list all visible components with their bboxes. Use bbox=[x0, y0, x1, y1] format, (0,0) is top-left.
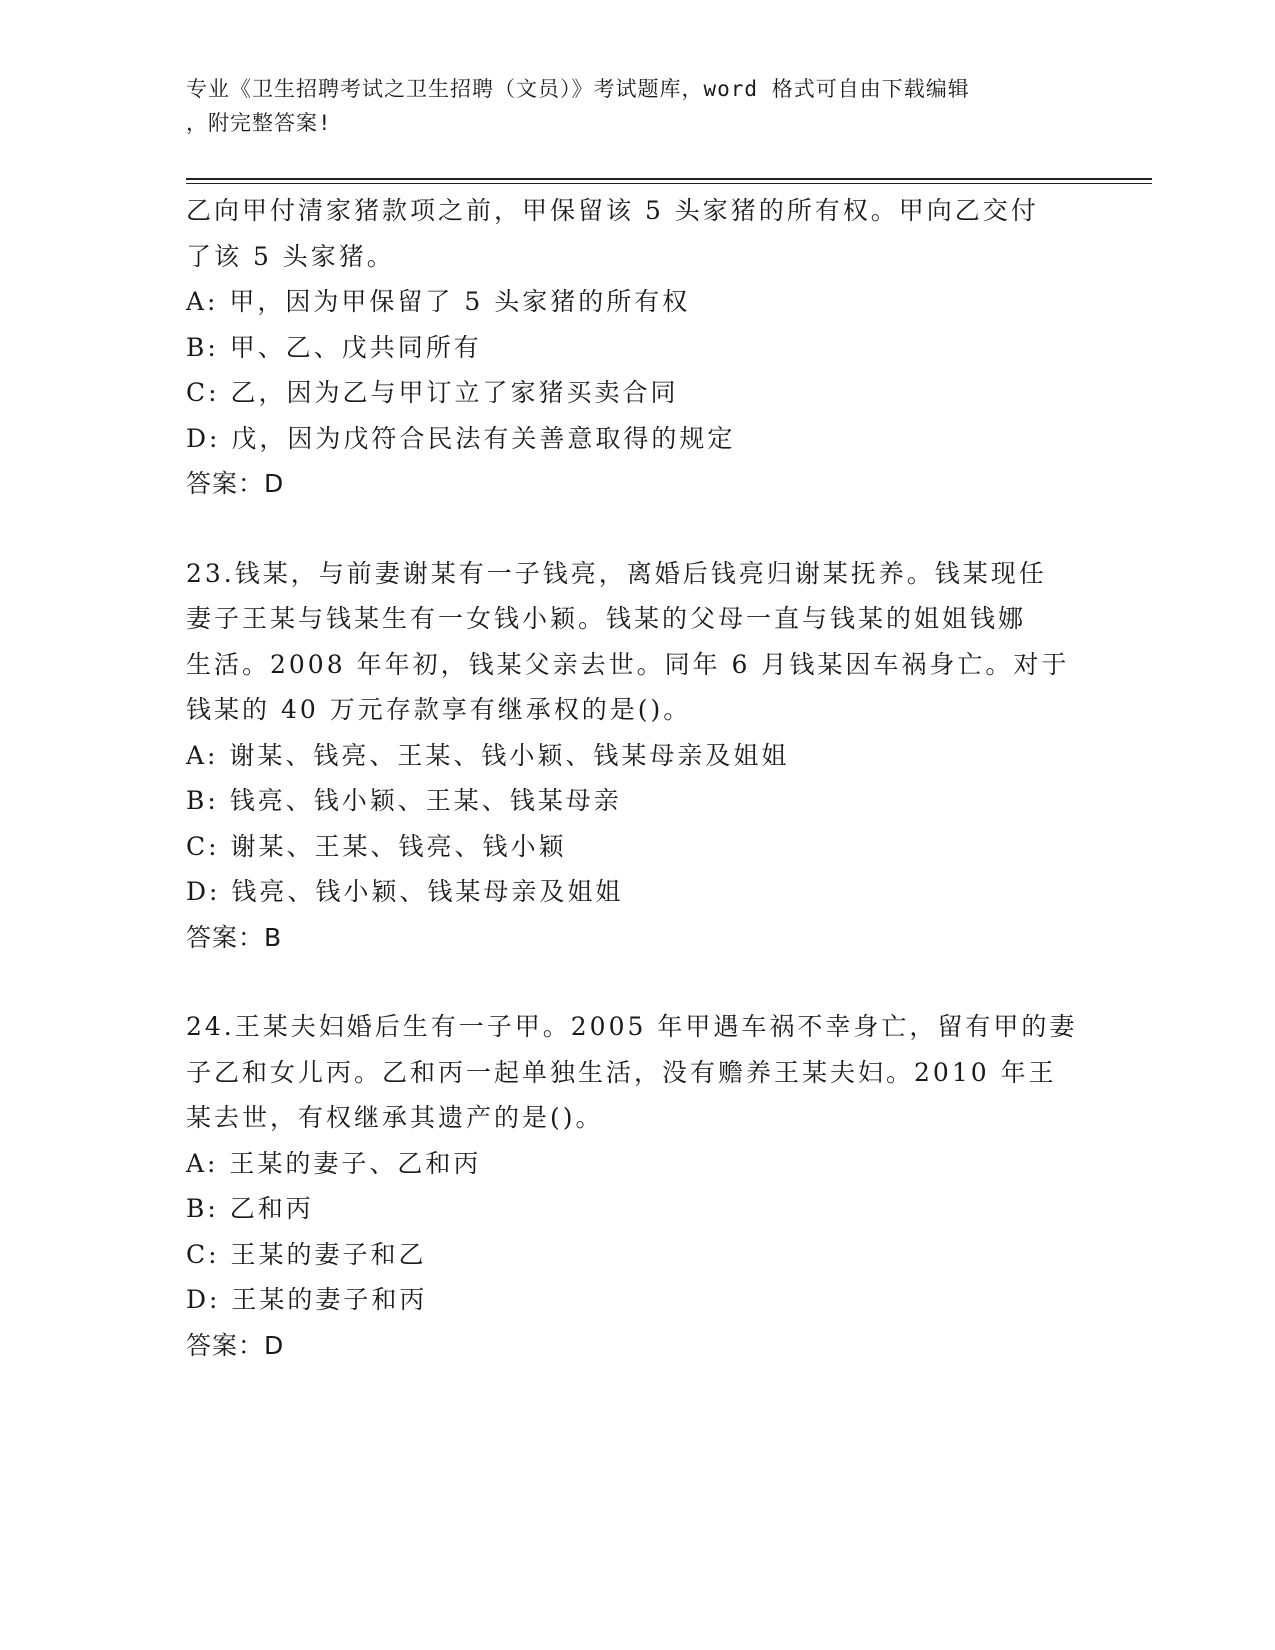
option-b: B: 乙和丙 bbox=[186, 1194, 314, 1223]
header-rule-thick bbox=[186, 178, 1152, 180]
option-a: A: 谢某、钱亮、王某、钱小颖、钱某母亲及姐姐 bbox=[186, 740, 790, 770]
option-b: B: 甲、乙、戊共同所有 bbox=[186, 332, 482, 362]
option-d: D: 王某的妻子和丙 bbox=[186, 1285, 428, 1314]
header-line-1: 专业《卫生招聘考试之卫生招聘（文员）》考试题库，word 格式可自由下载编辑 bbox=[186, 77, 970, 101]
option-b: B: 钱亮、钱小颖、王某、钱某母亲 bbox=[186, 786, 622, 815]
question-24 bbox=[186, 1004, 1086, 1368]
answer: 答案：D bbox=[186, 1330, 285, 1360]
question-stem-line: 生活。2008 年年初，钱某父亲去世。同年 6 月钱某因车祸身亡。对于 bbox=[186, 649, 1070, 679]
question-stem-line: 某去世，有权继承其遗产的是()。 bbox=[186, 1103, 604, 1132]
option-a: A: 甲，因为甲保留了 5 头家猪的所有权 bbox=[186, 287, 691, 316]
document-header bbox=[186, 72, 1066, 140]
question-23 bbox=[186, 551, 1086, 961]
answer: 答案：D bbox=[186, 469, 285, 498]
document-body bbox=[186, 188, 1086, 1368]
option-c: C: 谢某、王某、钱亮、钱小颖 bbox=[186, 831, 567, 861]
question-stem-line: 乙向甲付清家猪款项之前，甲保留该 5 头家猪的所有权。甲向乙交付 bbox=[186, 196, 1039, 225]
question-stem-line: 24.王某夫妇婚后生有一子甲。2005 年甲遇车祸不幸身亡，留有甲的妻 bbox=[186, 1012, 1078, 1041]
header-line-2: ，附完整答案! bbox=[186, 111, 332, 135]
question-22-continued bbox=[186, 188, 1086, 507]
option-a: A: 王某的妻子、乙和丙 bbox=[186, 1148, 482, 1178]
question-stem-line: 妻子王某与钱某生有一女钱小颖。钱某的父母一直与钱某的姐姐钱娜 bbox=[186, 604, 1027, 633]
option-c: C: 乙，因为乙与甲订立了家猪买卖合同 bbox=[186, 378, 679, 407]
spacer bbox=[186, 507, 1086, 551]
question-stem-line: 钱某的 40 万元存款享有继承权的是()。 bbox=[186, 695, 692, 724]
question-stem-line: 23.钱某，与前妻谢某有一子钱亮，离婚后钱亮归谢某抚养。钱某现任 bbox=[186, 558, 1047, 588]
option-d: D: 戊，因为戊符合民法有关善意取得的规定 bbox=[186, 423, 736, 453]
header-rule-thin bbox=[186, 183, 1152, 184]
option-d: D: 钱亮、钱小颖、钱某母亲及姐姐 bbox=[186, 877, 624, 906]
spacer bbox=[186, 960, 1086, 1004]
question-stem-line: 子乙和女儿丙。乙和丙一起单独生活，没有赡养王某夫妇。2010 年王 bbox=[186, 1057, 1057, 1087]
question-stem-line: 了该 5 头家猪。 bbox=[186, 241, 395, 271]
answer: 答案：B bbox=[186, 922, 283, 952]
option-c: C: 王某的妻子和乙 bbox=[186, 1239, 427, 1269]
